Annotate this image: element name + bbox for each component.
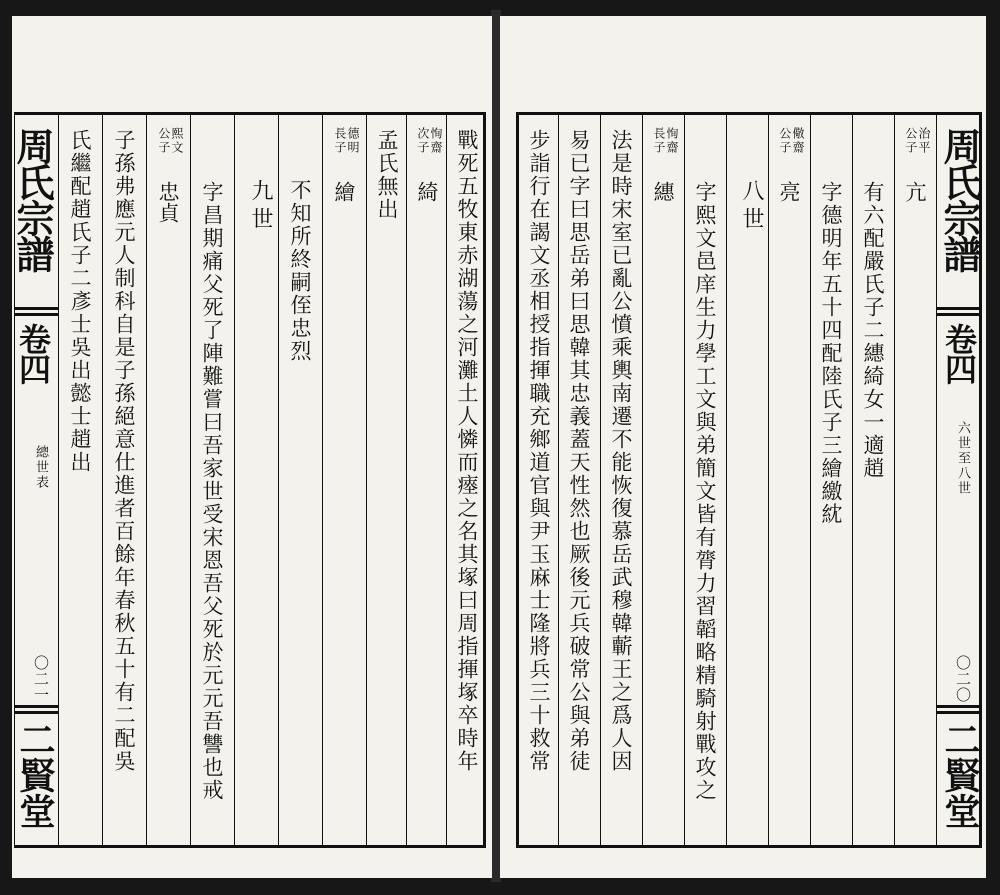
left-page — [12, 16, 492, 878]
left-col-6 — [278, 115, 322, 845]
entry-name: 繪 — [332, 181, 356, 202]
right-col-5-text — [810, 115, 852, 845]
entry-parent-note: 儆齋公子 — [777, 127, 805, 155]
right-section-label: 六世至八世 — [955, 421, 970, 496]
right-title-divider — [937, 313, 979, 316]
entry-text: 有六配嚴氏子二繐綺女一適趙 — [861, 181, 885, 480]
left-col-1 — [446, 115, 486, 845]
left-volume-label: 卷四 — [14, 323, 52, 383]
entry-name: 忠貞 — [156, 181, 180, 223]
right-col-2 — [894, 115, 936, 845]
entry-text: 子孫弗應元人制科自是子孫絕意仕進者百餘年春秋五十有二配吳 — [112, 129, 136, 773]
right-press-divider — [937, 711, 979, 714]
entry-text: 步詣行在謁文丞相授指揮職充鄉道官與尹玉麻士隆將兵三十救常 — [527, 129, 551, 773]
right-col-7 — [642, 115, 684, 845]
left-page-number: 〇二一 — [32, 655, 50, 703]
entry-text: 字熙文邑庠生力學工文與弟簡文皆有膂力習韜略精騎射戰攻之 — [693, 181, 717, 802]
left-col-8 — [146, 115, 190, 845]
right-page — [500, 16, 986, 878]
right-genealogy-title: 周氏宗譜 — [937, 127, 982, 271]
left-col-4 — [366, 115, 406, 845]
right-col-7-text — [684, 115, 726, 845]
right-press-divider — [937, 705, 979, 708]
left-col-10 — [58, 115, 102, 845]
right-margin-column — [936, 115, 982, 845]
right-text-frame — [516, 112, 982, 848]
entry-text: 不知所終嗣侄忠烈 — [288, 179, 312, 363]
entry-name: 亮 — [777, 181, 801, 202]
left-col-9 — [102, 115, 146, 845]
entry-text: 法是時宋室已亂公憤乘輿南遷不能恢復慕岳武穆韓蘄王之爲人因 — [609, 129, 633, 773]
entry-parent-note: 德明長子 — [332, 127, 360, 155]
right-col-6 — [726, 115, 768, 845]
left-text-frame — [10, 112, 486, 848]
right-col-10 — [516, 115, 558, 845]
entry-text: 易已字曰思岳弟曰思韓其忠義蓋天性然也厥後元兵破常公與弟徒 — [567, 129, 591, 773]
entry-parent-note: 治平公子 — [903, 127, 931, 155]
entry-parent-note: 恂齋長子 — [651, 127, 679, 155]
entry-parent-note: 熙文公子 — [156, 127, 184, 155]
left-col-2 — [406, 115, 446, 845]
left-col-7 — [234, 115, 278, 845]
right-col-9 — [558, 115, 600, 845]
right-col-3 — [852, 115, 894, 845]
left-press-divider — [15, 705, 58, 708]
right-press-name: 二賢堂 — [939, 721, 981, 829]
left-genealogy-title: 周氏宗譜 — [10, 127, 55, 271]
left-col-8-text — [190, 115, 234, 845]
entry-name: 綺 — [415, 181, 439, 202]
entry-name: 繐 — [651, 181, 675, 202]
left-section-label: 總世表 — [33, 445, 48, 490]
left-margin-column — [10, 115, 58, 845]
entry-parent-note: 恂齋次子 — [415, 127, 443, 155]
left-press-divider — [15, 711, 58, 714]
entry-text: 字昌期痛父死了陣難嘗曰吾家世受宋恩吾父死於元元吾讐也戒 — [200, 181, 224, 802]
right-title-divider — [937, 307, 979, 310]
right-col-8 — [600, 115, 642, 845]
right-col-5 — [768, 115, 810, 845]
generation-heading: 八世 — [739, 179, 764, 235]
right-volume-label: 卷四 — [940, 323, 978, 383]
generation-heading: 九世 — [248, 179, 273, 235]
left-press-name: 二賢堂 — [14, 721, 56, 829]
entry-name: 亢 — [903, 181, 927, 202]
entry-text: 氏繼配趙氏子二彥士吳出懿士趙出 — [68, 129, 92, 474]
left-title-divider — [15, 307, 58, 310]
left-title-divider — [15, 313, 58, 316]
entry-text: 孟氏無出 — [375, 129, 399, 221]
entry-text: 字德明年五十四配陸氏子三繪繳紞 — [819, 181, 843, 526]
entry-text: 戰死五牧東赤湖蕩之河灘土人憐而瘞之名其塚曰周指揮塚卒時年 — [455, 129, 479, 773]
right-page-number: 〇二〇 — [954, 655, 972, 703]
left-col-5 — [322, 115, 366, 845]
